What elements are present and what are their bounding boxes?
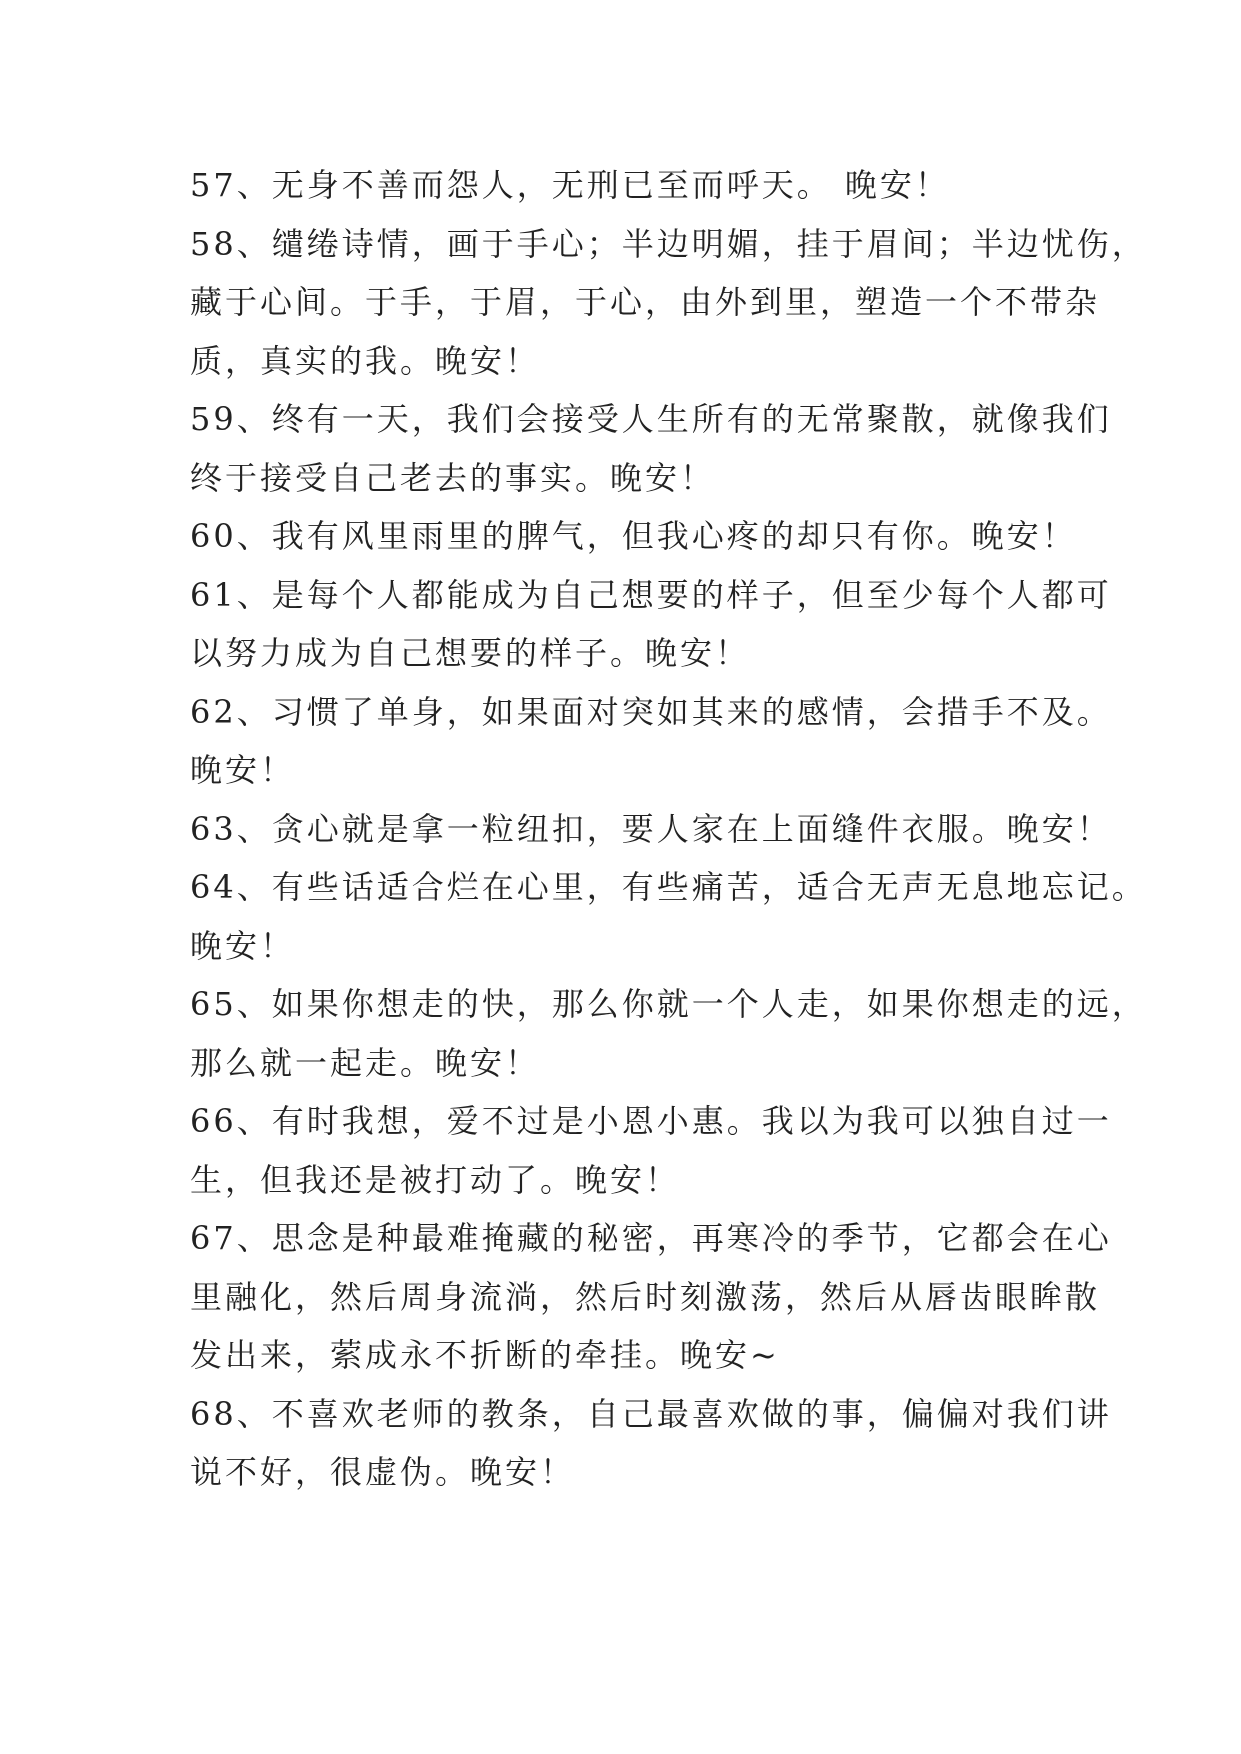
text-line: 60、我有风里雨里的脾气，但我心疼的却只有你。晚安！ bbox=[190, 517, 1077, 555]
text-line: 藏于心间。于手，于眉，于心，由外到里，塑造一个不带杂 bbox=[190, 283, 1101, 321]
text-line: 66、有时我想，爱不过是小恩小惠。我以为我可以独自过一 bbox=[190, 1102, 1112, 1140]
text-line: 以努力成为自己想要的样子。晚安！ bbox=[190, 634, 751, 672]
text-line: 62、习惯了单身，如果面对突如其来的感情，会措手不及。 bbox=[190, 692, 1112, 731]
text-line: 晚安！ bbox=[190, 926, 296, 965]
document-body bbox=[190, 156, 1147, 1502]
text-line: 67、思念是种最难掩藏的秘密，再寒冷的季节，它都会在心 bbox=[190, 1219, 1112, 1257]
text-line: 发出来，萦成永不折断的牵挂。晚安~ bbox=[190, 1336, 780, 1374]
text-line: 里融化，然后周身流淌，然后时刻激荡，然后从唇齿眼眸散 bbox=[190, 1277, 1101, 1316]
text-line: 68、不喜欢老师的教条，自己最喜欢做的事，偏偏对我们讲 bbox=[190, 1394, 1112, 1433]
text-line: 63、贪心就是拿一粒纽扣，要人家在上面缝件衣服。晚安！ bbox=[190, 809, 1112, 848]
text-line: 晚安！ bbox=[190, 751, 296, 789]
text-line: 64、有些话适合烂在心里，有些痛苦，适合无声无息地忘记。 bbox=[190, 868, 1147, 906]
text-line: 59、终有一天，我们会接受人生所有的无常聚散，就像我们 bbox=[190, 400, 1112, 438]
text-line: 生，但我还是被打动了。晚安！ bbox=[190, 1160, 681, 1199]
text-line: 说不好，很虚伪。晚安！ bbox=[190, 1453, 576, 1491]
text-line: 那么就一起走。晚安！ bbox=[190, 1043, 541, 1082]
text-line: 58、缱绻诗情，画于手心；半边明媚，挂于眉间；半边忧伤， bbox=[190, 224, 1147, 263]
text-line: 61、是每个人都能成为自己想要的样子，但至少每个人都可 bbox=[190, 575, 1112, 614]
text-line: 57、无身不善而怨人，无刑已至而呼天。 晚安！ bbox=[190, 166, 950, 204]
text-line: 65、如果你想走的快，那么你就一个人走，如果你想走的远， bbox=[190, 985, 1147, 1023]
text-line: 终于接受自己老去的事实。晚安！ bbox=[190, 458, 716, 497]
text-line: 质，真实的我。晚安！ bbox=[190, 341, 541, 380]
